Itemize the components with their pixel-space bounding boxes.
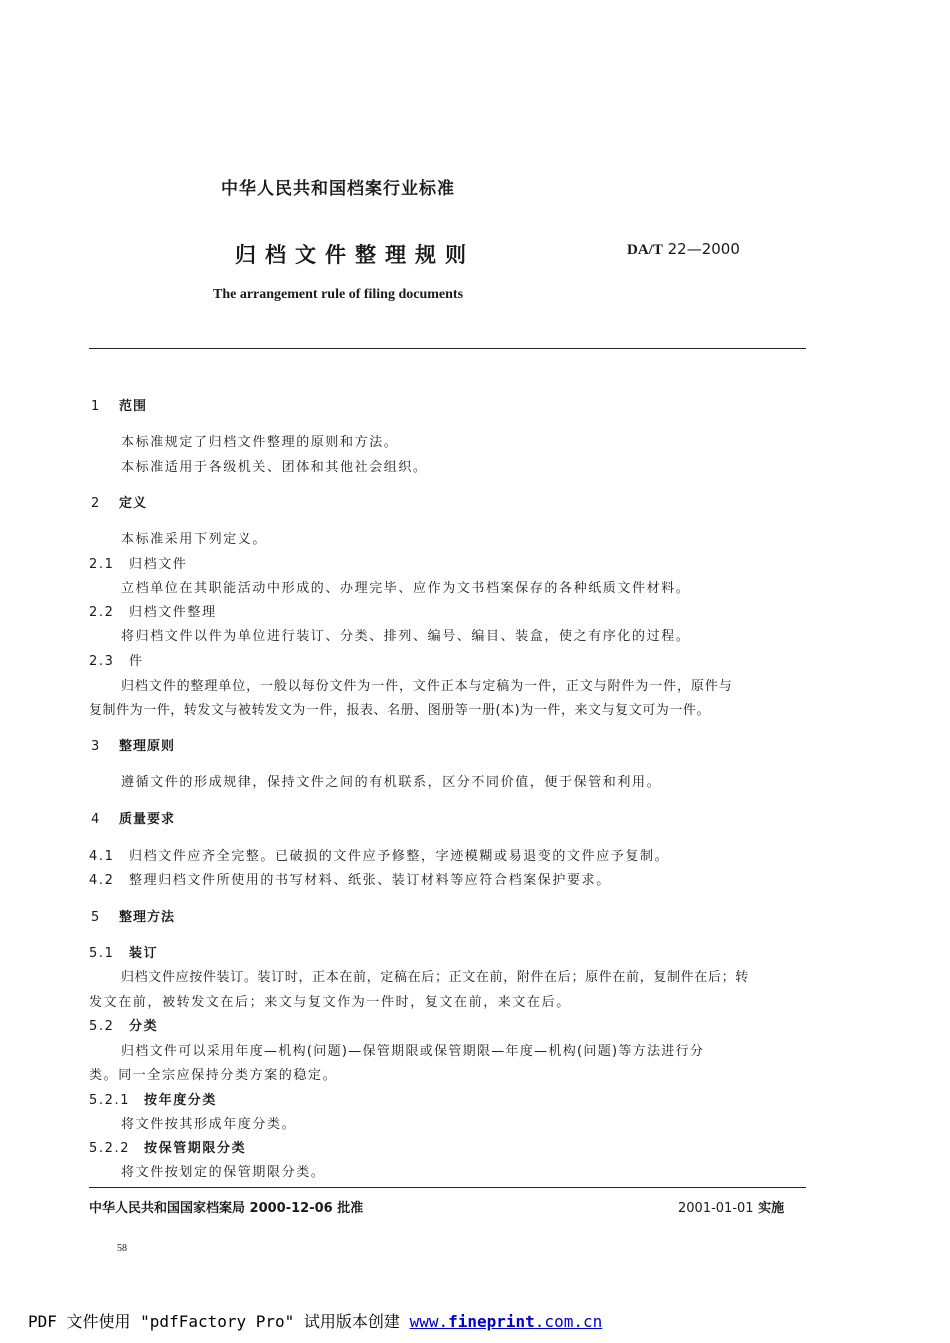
section-4-1-item: 4.1 归档文件应齐全完整。已破损的文件应予修整，字迹模糊或易退变的文件应予复制。 (89, 849, 670, 864)
section-5-1-paragraph-line-1: 归档文件应按件装订。装订时，正本在前，定稿在后；正文在前，附件在后；原件在前，复制件在后；转 (121, 970, 749, 985)
banner-text: PDF 文件使用 "pdfFactory Pro" 试用版本创建 (28, 1312, 410, 1331)
section-2-3-paragraph-line-1: 归档文件的整理单位，一般以每份文件为一件，文件正本与定稿为一件，正文与附件为一件，原件与 (121, 679, 733, 694)
standard-code-prefix: DA/T (627, 242, 663, 258)
section-2-3-heading: 2.3 件 (89, 654, 144, 669)
document-title: 归档文件整理规则 (235, 243, 475, 267)
section-2-1-heading: 2.1 归档文件 (89, 557, 188, 572)
section-2-3-paragraph-line-2: 复制件为一件，转发文与被转发文为一件，报表、名册、图册等一册(本)为一件，来文与复文可为一件。 (89, 703, 710, 718)
standard-body-heading: 中华人民共和国档案行业标准 (221, 179, 455, 199)
approval-line: 中华人民共和国国家档案局 2000-12-06 批准 (89, 1201, 364, 1216)
section-1-paragraph-2: 本标准适用于各级机关、团体和其他社会组织。 (121, 460, 428, 475)
section-2-heading: 2 定义 (91, 496, 148, 511)
section-4-2-item: 4.2 整理归档文件所使用的书写材料、纸张、装订材料等应符合档案保护要求。 (89, 873, 611, 888)
pdf-creator-banner (28, 1309, 602, 1332)
effective-label: 实施 (753, 1201, 785, 1216)
section-5-2-1-paragraph: 将文件按其形成年度分类。 (121, 1117, 297, 1132)
section-3-heading: 3 整理原则 (91, 739, 176, 754)
section-5-2-2-paragraph: 将文件按划定的保管期限分类。 (121, 1165, 326, 1180)
section-2-1-paragraph: 立档单位在其职能活动中形成的、办理完毕、应作为文书档案保存的各种纸质文件材料。 (121, 581, 691, 596)
section-2-paragraph: 本标准采用下列定义。 (121, 532, 268, 547)
section-5-2-paragraph-line-1: 归档文件可以采用年度—机构(问题)—保管期限或保管期限—年度—机构(问题)等方法进行分 (121, 1044, 705, 1059)
footer-divider (89, 1187, 806, 1188)
standard-code-number: 22—2000 (662, 240, 740, 258)
section-5-2-2-heading: 5.2.2 按保管期限分类 (89, 1141, 247, 1156)
standard-code (627, 240, 740, 259)
section-5-2-heading: 5.2 分类 (89, 1019, 159, 1034)
section-1-heading: 1 范围 (91, 399, 148, 414)
section-5-1-paragraph-line-2: 发文在前，被转发文在后；来文与复文作为一件时，复文在前，来文在后。 (89, 995, 571, 1010)
section-2-2-heading: 2.2 归档文件整理 (89, 605, 217, 620)
page-number: 58 (117, 1243, 127, 1254)
section-1-paragraph-1: 本标准规定了归档文件整理的原则和方法。 (121, 435, 399, 450)
effective-date: 2001-01-01 (678, 1201, 754, 1216)
section-2-2-paragraph: 将归档文件以件为单位进行装订、分类、排列、编号、编目、装盒，使之有序化的过程。 (121, 629, 691, 644)
section-5-2-1-heading: 5.2.1 按年度分类 (89, 1093, 218, 1108)
section-4-heading: 4 质量要求 (91, 812, 176, 827)
section-5-1-heading: 5.1 装订 (89, 946, 159, 961)
fineprint-link[interactable]: www.fineprint.com.cn (409, 1312, 603, 1331)
section-5-heading: 5 整理方法 (91, 910, 176, 925)
effective-date-line (678, 1197, 784, 1216)
section-5-2-paragraph-line-2: 类。同一全宗应保持分类方案的稳定。 (89, 1068, 338, 1083)
header-divider (89, 348, 806, 349)
section-3-paragraph: 遵循文件的形成规律，保持文件之间的有机联系，区分不同价值，便于保管和利用。 (121, 775, 662, 790)
english-subtitle: The arrangement rule of filing documents (213, 287, 464, 302)
